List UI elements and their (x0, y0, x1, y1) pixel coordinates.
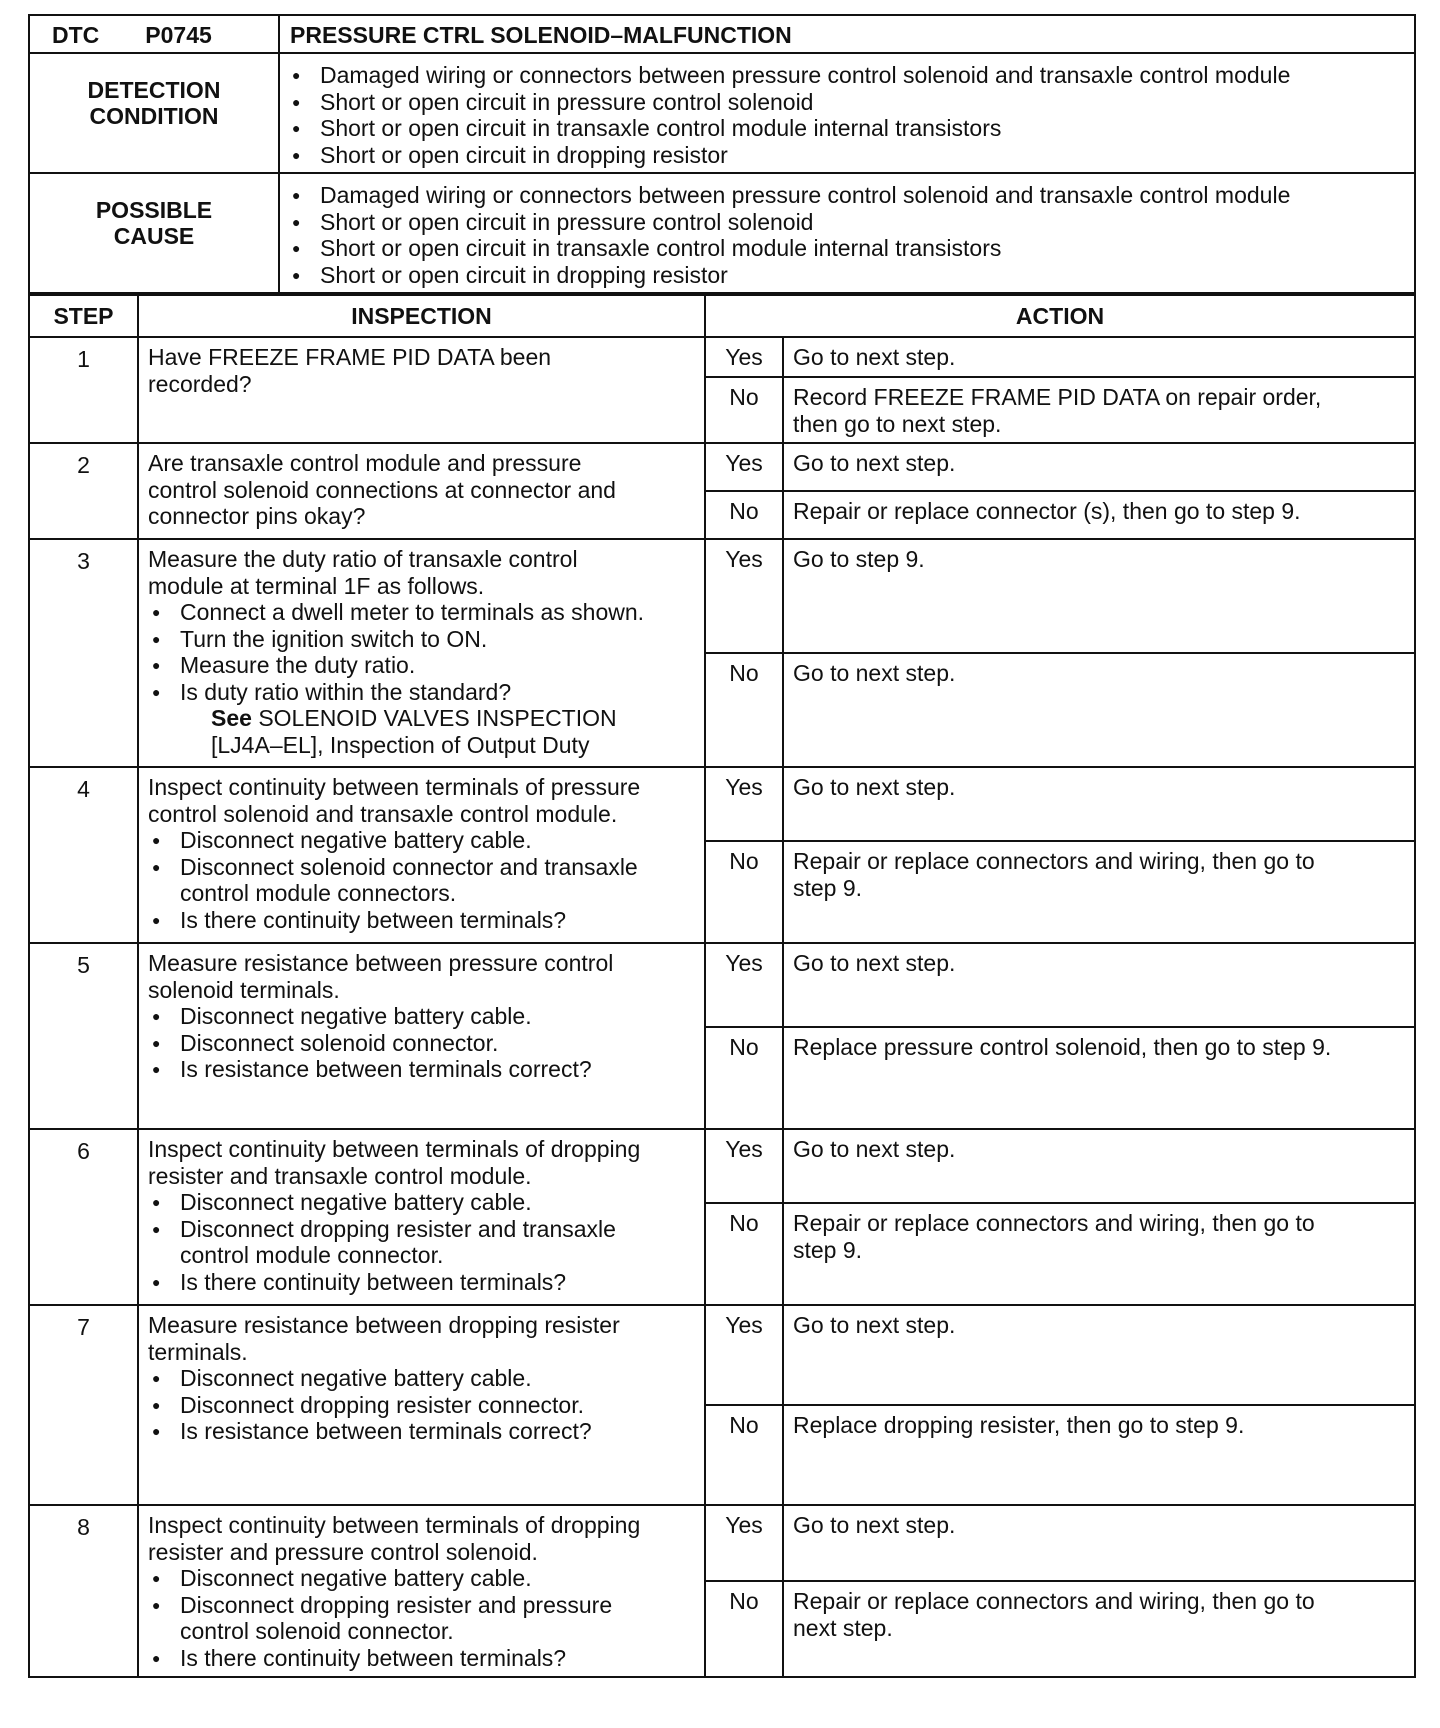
detection-item: ● Short or open circuit in pressure control solenoid (290, 89, 1414, 116)
detection-item: ● Short or open circuit in transaxle control module internal transistors (290, 115, 1414, 142)
step-number: 1 (29, 337, 138, 443)
inspection-reference (148, 705, 692, 758)
yes-label: Yes (705, 337, 783, 377)
yes-action (783, 767, 1415, 841)
steps-header-row (29, 295, 1415, 337)
inspection-line: control solenoid connections at connector and (148, 476, 616, 503)
inspection-line: module at terminal 1F as follows. (148, 572, 485, 599)
bullet-line: ● Connect a dwell meter to terminals as shown. (180, 599, 645, 625)
action-line: Go to next step. (793, 344, 956, 370)
action-line: Repair or replace connectors and wiring, then go to (793, 1588, 1315, 1614)
step-row-yes (29, 539, 1415, 653)
action-line: Go to next step. (793, 774, 956, 800)
step-row-yes (29, 767, 1415, 841)
reference-text: [LJ4A–EL], Inspection of Output Duty (211, 731, 590, 758)
inspection-bullets (148, 1189, 692, 1295)
yes-action (783, 1505, 1415, 1581)
step-number: 3 (29, 539, 138, 767)
inspection-bullet (148, 827, 692, 854)
bullet-line: ● Turn the ignition switch to ON. (180, 625, 488, 652)
step-row-yes (29, 337, 1415, 377)
cause-list (280, 174, 1414, 288)
dtc-title: PRESSURE CTRL SOLENOID–MALFUNCTION (290, 22, 792, 48)
inspection-line: solenoid terminals. (148, 976, 340, 1003)
yes-label: Yes (705, 1129, 783, 1203)
step-inspection (138, 1505, 705, 1677)
action-line: Replace pressure control solenoid, then go to step 9. (793, 1034, 1332, 1060)
yes-action (783, 443, 1415, 491)
step-inspection (138, 1305, 705, 1505)
detection-items-cell (279, 53, 1415, 173)
action-line: Repair or replace connector (s), then go to step 9. (793, 498, 1301, 524)
action-line: Go to next step. (793, 450, 956, 476)
inspection-bullets (148, 599, 692, 705)
no-label: No (705, 1581, 783, 1677)
no-label: No (705, 1027, 783, 1129)
action-line: step 9. (793, 874, 863, 901)
step-inspection (138, 337, 705, 443)
bullet-line: ● Is resistance between terminals correct? (180, 1056, 592, 1082)
yes-label: Yes (705, 767, 783, 841)
dtc-header-table (28, 14, 1416, 294)
inspection-line: resister and pressure control solenoid. (148, 1538, 538, 1565)
action-line: Go to next step. (793, 1136, 956, 1162)
cause-label-line2: CAUSE (113, 223, 195, 249)
detection-label-line1: DETECTION (87, 77, 221, 103)
inspection-bullets (148, 1003, 692, 1083)
step-number: 5 (29, 943, 138, 1129)
action-line: next step. (793, 1614, 893, 1641)
dtc-title-cell (279, 15, 1415, 53)
yes-action (783, 337, 1415, 377)
bullet-line: control module connectors. (180, 880, 457, 906)
inspection-line: Have FREEZE FRAME PID DATA been (148, 344, 552, 370)
step-row-yes (29, 1505, 1415, 1581)
inspection-bullet (148, 1056, 692, 1083)
cause-item: ● Short or open circuit in pressure control solenoid (290, 209, 1414, 236)
inspection-bullet (148, 679, 692, 706)
inspection-bullet (148, 1418, 692, 1445)
dtc-code: P0745 (145, 22, 212, 48)
cause-item: ● Damaged wiring or connectors between pressure control solenoid and transaxle control module (290, 182, 1414, 209)
cause-item: ● Short or open circuit in transaxle control module internal transistors (290, 235, 1414, 262)
inspection-line: Measure resistance between pressure control (148, 950, 614, 976)
no-action (783, 1203, 1415, 1305)
inspection-line: resister and transaxle control module. (148, 1162, 532, 1189)
yes-label: Yes (705, 1305, 783, 1405)
step-number: 6 (29, 1129, 138, 1305)
inspection-bullets (148, 1565, 692, 1671)
bullet-line: ● Disconnect dropping resister and transaxle (180, 1215, 616, 1242)
inspection-bullets (148, 827, 692, 933)
bullet-line: ● Disconnect negative battery cable. (180, 1189, 532, 1215)
yes-label: Yes (705, 943, 783, 1027)
reference-text: SOLENOID VALVES INSPECTION (258, 705, 617, 731)
inspection-bullet (148, 1565, 692, 1592)
no-label: No (705, 377, 783, 443)
cause-item: ● Short or open circuit in dropping resistor (290, 262, 1414, 289)
inspection-line: Are transaxle control module and pressure (148, 450, 582, 476)
yes-action (783, 1305, 1415, 1405)
reference-line (211, 732, 692, 759)
no-label: No (705, 1405, 783, 1505)
step-row-yes (29, 1129, 1415, 1203)
step-inspection (138, 443, 705, 539)
step-row-yes (29, 1305, 1415, 1405)
bullet-line: ● Disconnect dropping resister and pressure (180, 1591, 613, 1618)
inspection-bullet (148, 599, 692, 626)
inspection-bullet (148, 652, 692, 679)
action-line: Go to next step. (793, 1312, 956, 1338)
inspection-line: control solenoid and transaxle control module. (148, 800, 618, 827)
bullet-line: ● Disconnect solenoid connector and transaxle (180, 853, 638, 880)
detection-label-cell (29, 53, 279, 173)
yes-label: Yes (705, 443, 783, 491)
action-line: Go to next step. (793, 1512, 956, 1538)
inspection-bullet (148, 1030, 692, 1057)
action-line: Go to next step. (793, 950, 956, 976)
step-number: 4 (29, 767, 138, 943)
detection-label-line2: CONDITION (89, 103, 219, 129)
bullet-line: ● Is resistance between terminals correct? (180, 1418, 592, 1444)
column-header-inspection: INSPECTION (138, 295, 705, 337)
no-label: No (705, 1203, 783, 1305)
column-header-action: ACTION (705, 295, 1415, 337)
step-inspection (138, 539, 705, 767)
step-inspection (138, 1129, 705, 1305)
step-number: 7 (29, 1305, 138, 1505)
no-action (783, 653, 1415, 767)
inspection-bullet (148, 1003, 692, 1030)
step-row-yes (29, 943, 1415, 1027)
yes-action (783, 539, 1415, 653)
step-inspection (138, 767, 705, 943)
bullet-line: ● Disconnect dropping resister connector. (180, 1391, 584, 1418)
bullet-line: ● Is there continuity between terminals? (180, 906, 567, 933)
cause-label-line1: POSSIBLE (95, 197, 213, 223)
detection-item: ● Short or open circuit in dropping resistor (290, 142, 1414, 169)
inspection-line: Measure resistance between dropping resister (148, 1312, 620, 1338)
action-line: Record FREEZE FRAME PID DATA on repair order, (793, 384, 1322, 410)
bullet-line: ● Is there continuity between terminals? (180, 1644, 567, 1671)
action-line: Replace dropping resister, then go to step 9. (793, 1412, 1245, 1438)
inspection-bullet (148, 1645, 692, 1672)
action-line: Repair or replace connectors and wiring, then go to (793, 1210, 1315, 1236)
yes-label: Yes (705, 539, 783, 653)
steps-body (29, 337, 1415, 1677)
inspection-bullet (148, 854, 692, 907)
detection-list (280, 54, 1414, 168)
steps-table (28, 294, 1416, 1678)
inspection-line: Inspect continuity between terminals of dropping (148, 1136, 641, 1162)
no-action (783, 1405, 1415, 1505)
action-line: Go to step 9. (793, 546, 925, 572)
inspection-bullets (148, 1365, 692, 1445)
bullet-line: ● Disconnect negative battery cable. (180, 1003, 532, 1029)
inspection-line: Inspect continuity between terminals of dropping (148, 1512, 641, 1538)
inspection-bullet (148, 1592, 692, 1645)
detection-item: ● Damaged wiring or connectors between pressure control solenoid and transaxle control module (290, 62, 1414, 89)
diagnostic-page (28, 14, 1414, 1678)
no-action (783, 841, 1415, 943)
bullet-line: control solenoid connector. (180, 1618, 454, 1644)
cause-items-cell (279, 173, 1415, 293)
reference-line (211, 705, 692, 732)
column-header-step: STEP (29, 295, 138, 337)
inspection-bullet (148, 1216, 692, 1269)
inspection-bullet (148, 907, 692, 934)
bullet-line: ● Disconnect negative battery cable. (180, 1365, 532, 1391)
bullet-line: ● Disconnect negative battery cable. (180, 1565, 532, 1591)
bullet-line: ● Is duty ratio within the standard? (180, 678, 512, 705)
action-line: Repair or replace connectors and wiring, then go to (793, 848, 1315, 874)
bullet-line: control module connector. (180, 1242, 444, 1268)
no-action (783, 1027, 1415, 1129)
inspection-line: terminals. (148, 1338, 248, 1365)
inspection-line: recorded? (148, 370, 252, 397)
action-line: step 9. (793, 1236, 863, 1263)
yes-action (783, 1129, 1415, 1203)
dtc-label: DTC (52, 22, 100, 48)
inspection-bullet (148, 1365, 692, 1392)
inspection-line: Inspect continuity between terminals of pressure (148, 774, 641, 800)
cause-label-cell (29, 173, 279, 293)
reference-see-label: See (211, 705, 252, 731)
step-number: 2 (29, 443, 138, 539)
action-line: Go to next step. (793, 660, 956, 686)
no-action (783, 491, 1415, 539)
step-row-yes (29, 443, 1415, 491)
yes-action (783, 943, 1415, 1027)
action-line: then go to next step. (793, 410, 1002, 437)
bullet-line: ● Is there continuity between terminals? (180, 1268, 567, 1295)
yes-label: Yes (705, 1505, 783, 1581)
inspection-bullet (148, 1269, 692, 1296)
inspection-bullet (148, 1392, 692, 1419)
inspection-line: Measure the duty ratio of transaxle control (148, 546, 578, 572)
no-action (783, 377, 1415, 443)
no-action (783, 1581, 1415, 1677)
step-number: 8 (29, 1505, 138, 1677)
inspection-bullet (148, 626, 692, 653)
dtc-cell (29, 15, 279, 53)
inspection-line: connector pins okay? (148, 503, 366, 529)
bullet-line: ● Disconnect negative battery cable. (180, 827, 532, 853)
bullet-line: ● Disconnect solenoid connector. (180, 1029, 499, 1056)
no-label: No (705, 491, 783, 539)
no-label: No (705, 653, 783, 767)
inspection-bullet (148, 1189, 692, 1216)
no-label: No (705, 841, 783, 943)
step-inspection (138, 943, 705, 1129)
bullet-line: ● Measure the duty ratio. (180, 652, 416, 678)
